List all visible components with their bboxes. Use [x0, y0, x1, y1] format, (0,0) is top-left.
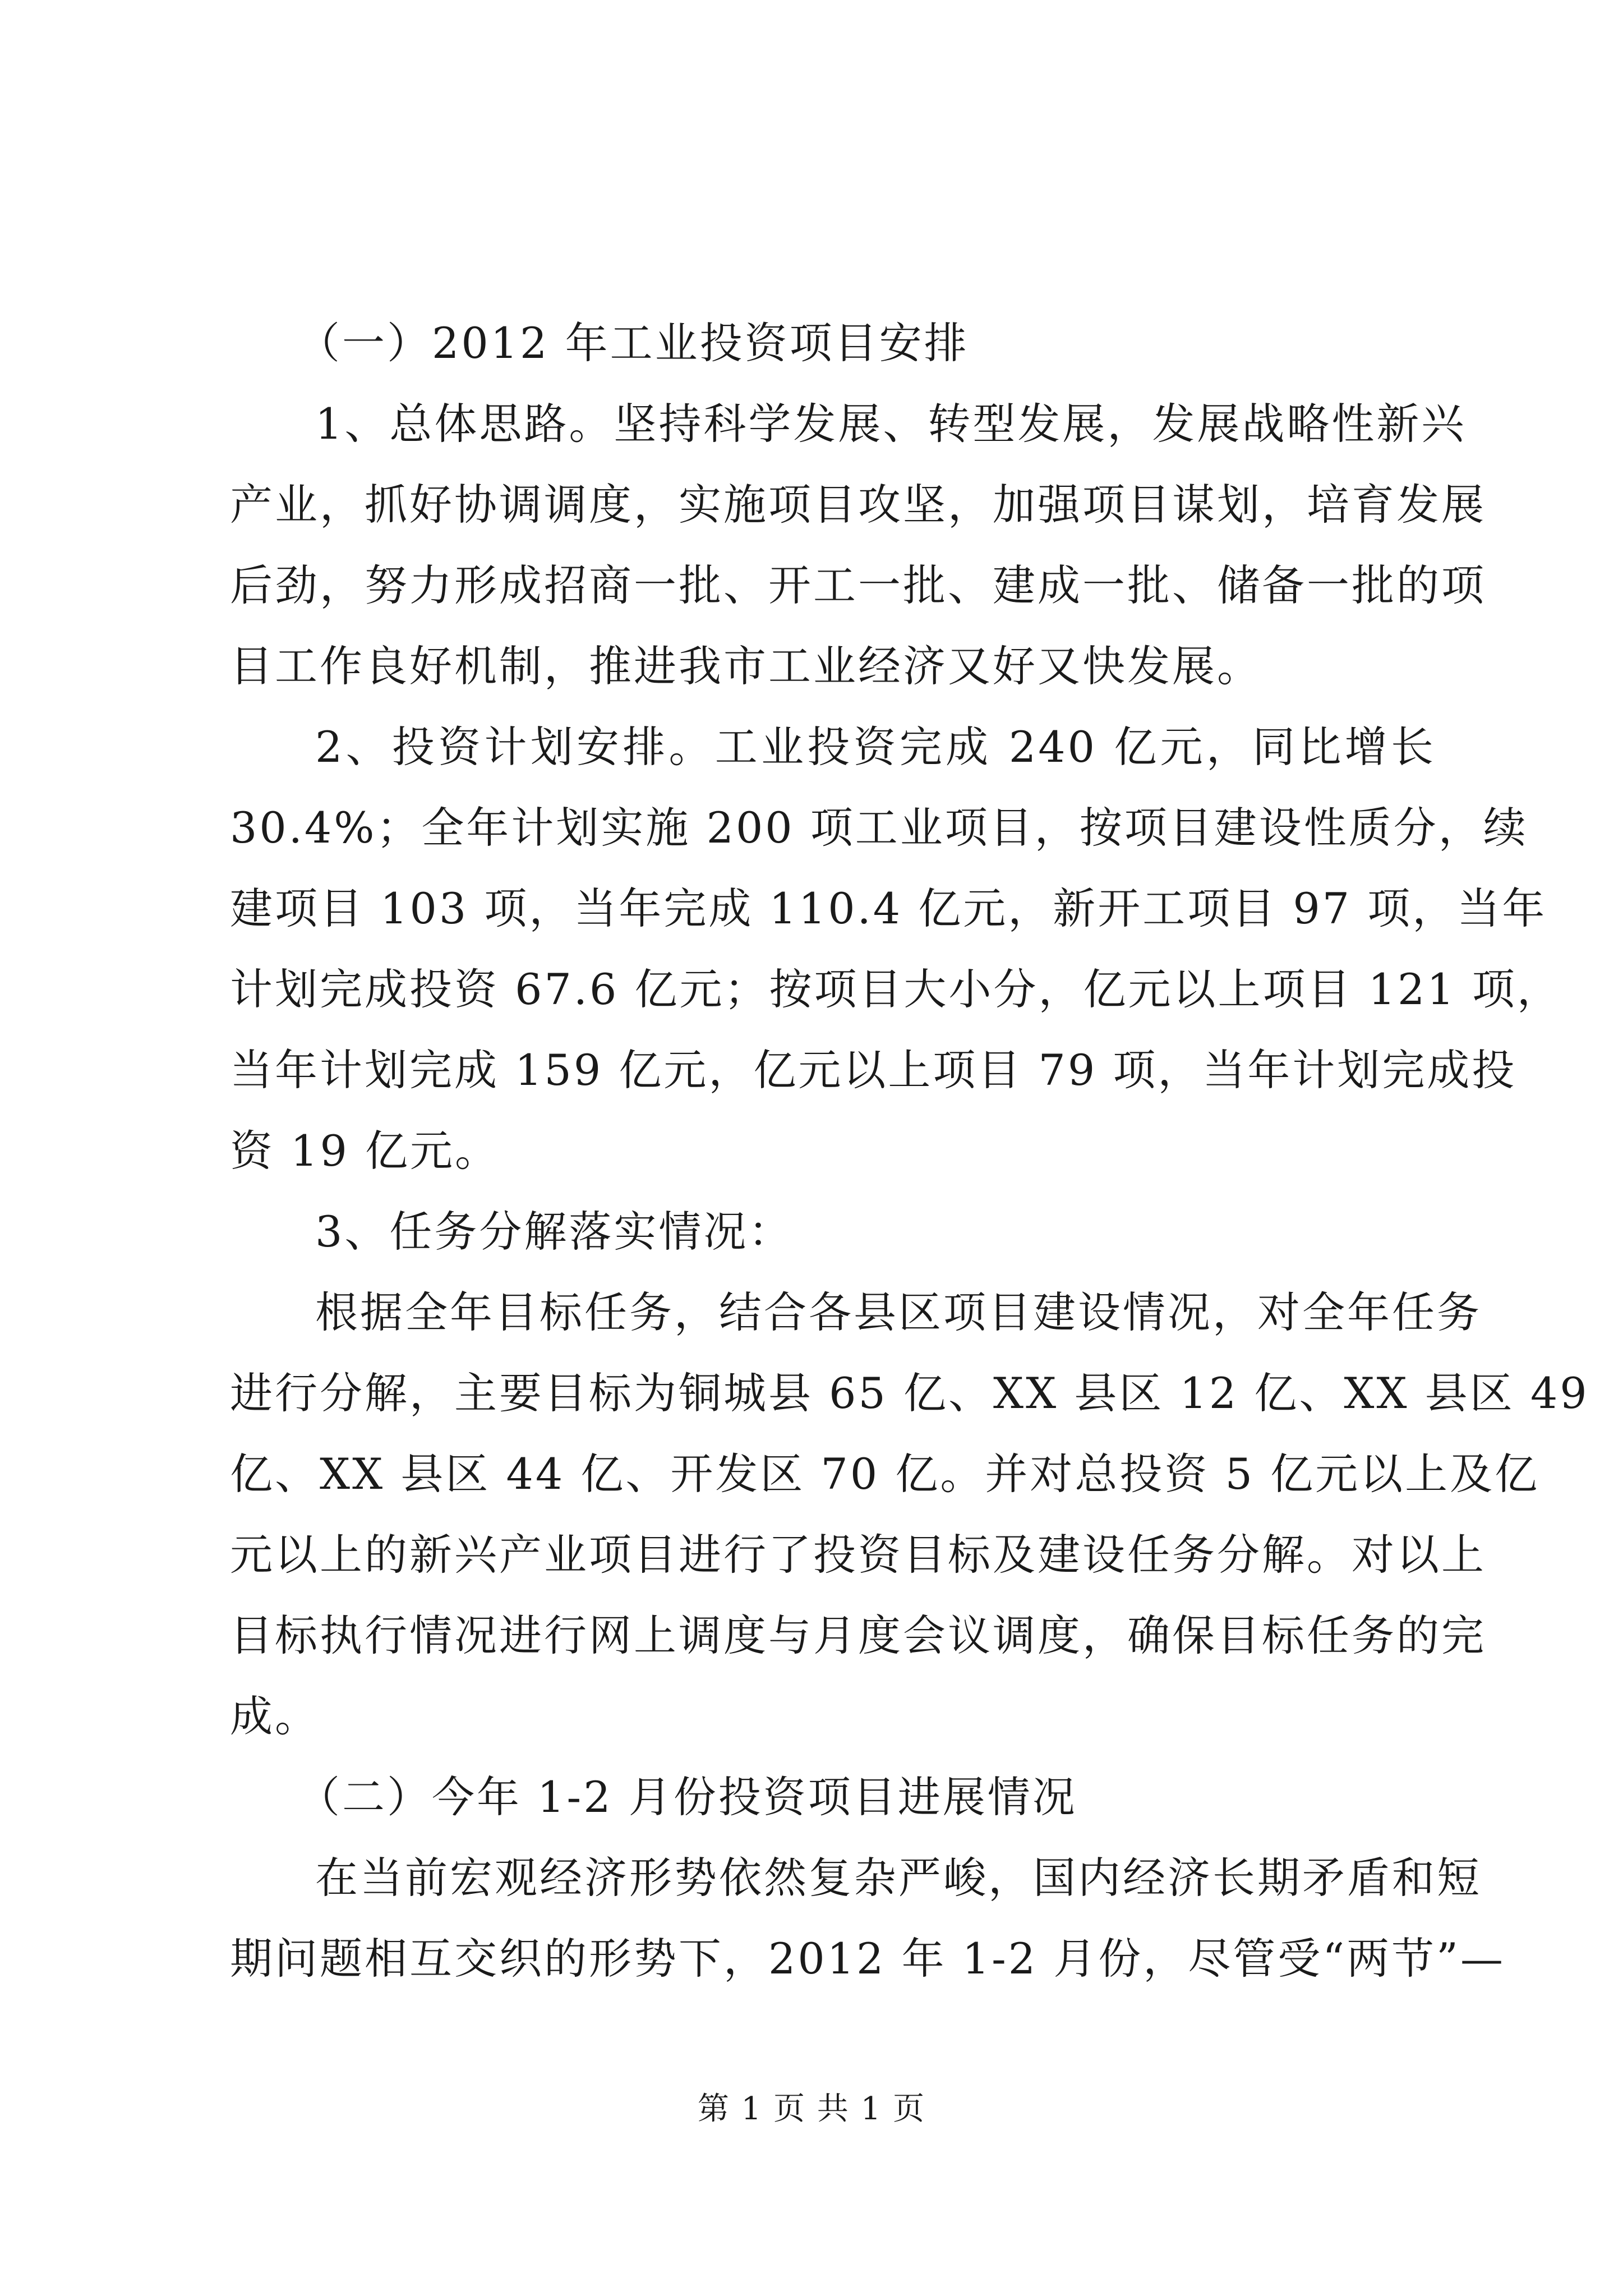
text-line: 期问题相互交织的形势下，2012 年 1-2 月份，尽管受“两节”—	[230, 1934, 1505, 1984]
text-line: 30.4%；全年计划实施 200 项工业项目，按项目建设性质分，续	[230, 803, 1528, 853]
text-line: （二）今年 1-2 月份投资项目进展情况	[297, 1772, 1077, 1822]
text-line: 产业，抓好协调调度，实施项目攻坚，加强项目谋划，培育发展	[230, 480, 1486, 530]
text-line: 进行分解，主要目标为铜城县 65 亿、XX 县区 12 亿、XX 县区 49	[230, 1368, 1589, 1418]
text-line: 元以上的新兴产业项目进行了投资目标及建设任务分解。对以上	[230, 1530, 1486, 1580]
text-line: 2、投资计划安排。工业投资完成 240 亿元，同比增长	[315, 722, 1436, 772]
text-line: 根据全年目标任务，结合各县区项目建设情况，对全年任务	[315, 1287, 1482, 1337]
document-body	[230, 303, 1589, 1999]
section-heading-2	[230, 1757, 1436, 1838]
text-line: 建项目 103 项，当年完成 110.4 亿元，新开工项目 97 项，当年	[230, 884, 1547, 933]
text-line: 在当前宏观经济形势依然复杂严峻，国内经济长期矛盾和短	[315, 1853, 1482, 1903]
text-line: 目标执行情况进行网上调度与月度会议调度，确保目标任务的完	[230, 1611, 1486, 1660]
paragraph-investment-plan	[230, 707, 1562, 1191]
text-line: （一）2012 年工业投资项目安排	[297, 318, 969, 368]
text-line: 资 19 亿元。	[230, 1126, 500, 1176]
text-line: 目工作良好机制，推进我市工业经济又好又快发展。	[230, 641, 1262, 691]
text-line: 成。	[230, 1691, 320, 1741]
text-line: 1、总体思路。坚持科学发展、转型发展，发展战略性新兴	[315, 399, 1467, 449]
paragraph-overall-approach	[230, 384, 1486, 707]
text-line: 计划完成投资 67.6 亿元；按项目大小分，亿元以上项目 121 项，	[230, 964, 1562, 1014]
paragraph-task-breakdown	[230, 1272, 1589, 1757]
page-number-footer: 第 1 页 共 1 页	[697, 2091, 926, 2127]
text-line: 亿、XX 县区 44 亿、开发区 70 亿。并对总投资 5 亿元以上及亿	[230, 1449, 1540, 1499]
text-line: 当年计划完成 159 亿元，亿元以上项目 79 项，当年计划完成投	[230, 1045, 1517, 1095]
text-line: 后劲，努力形成招商一批、开工一批、建成一批、储备一批的项	[230, 560, 1486, 610]
section-heading-1	[230, 303, 1436, 384]
text-line: 3、任务分解落实情况：	[315, 1207, 794, 1257]
paragraph-progress	[230, 1838, 1505, 1999]
paragraph-task-breakdown-heading	[230, 1191, 1436, 1272]
